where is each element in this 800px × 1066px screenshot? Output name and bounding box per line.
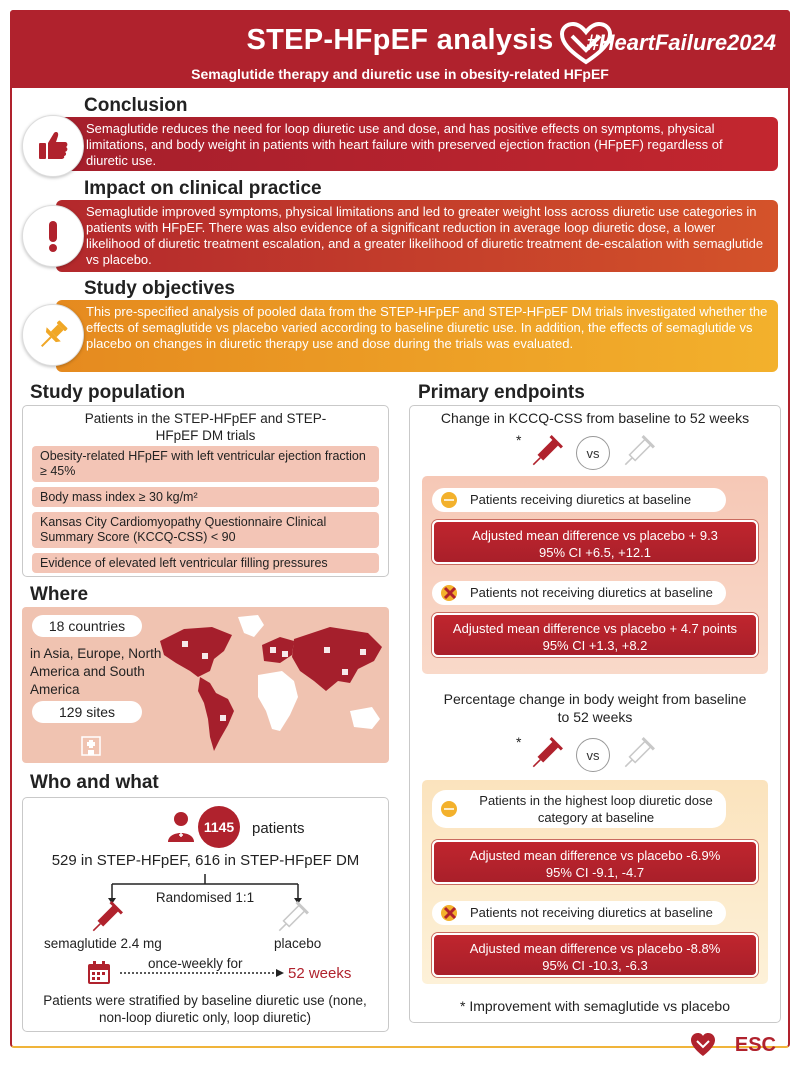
duration-value: 52 weeks [288,965,352,982]
frequency-label: once-weekly for [148,956,243,971]
header-banner [10,10,790,88]
weight-group2-diff: Adjusted mean difference vs placebo -8.8% [469,941,721,956]
sites-count: 129 sites [32,701,142,723]
weight-group1-label [432,790,726,828]
weight-group1-result [432,840,758,884]
weight-title: Percentage change in body weight from baseline to 52 weeks [443,691,747,725]
where-panel [22,607,389,763]
duration-arrow [120,968,286,978]
weight-group2-label [432,901,726,925]
semaglutide-syringe-icon [526,432,566,472]
kccq-title: Change in KCCQ-CSS from baseline to 52 weeks [440,410,750,426]
population-panel-title: Patients in the STEP-HFpEF and STEP-HFpEF DM trials [84,411,327,443]
impact-badge [22,205,84,267]
kccq-group2-label [432,581,726,605]
randomised-label: Randomised 1:1 [155,890,255,905]
arm-placebo: placebo [274,936,322,951]
criterion-item: Obesity-related HFpEF with left ventricular ejection fraction ≥ 45% [32,446,379,482]
page-subtitle: Semaglutide therapy and diuretic use in obesity-related HFpEF [191,66,609,82]
hospital-icon [78,731,104,757]
kccq-group1-diff: Adjusted mean difference vs placebo + 9.3 [472,528,718,543]
vs-badge: vs [576,738,610,772]
pushpin-icon [34,316,72,354]
kccq-group2-ci: 95% CI +1.3, +8.2 [542,638,648,653]
placebo-syringe-icon [618,432,658,472]
conclusion-banner [56,117,778,171]
placebo-syringe-icon [272,898,312,938]
weight-group1-diff: Adjusted mean difference vs placebo -6.9% [469,848,721,863]
patient-count-badge: 1145 [198,806,240,848]
endpoints-title: Primary endpoints [418,382,585,403]
objectives-banner [56,300,778,372]
world-map-icon [154,611,386,759]
esc-heart-icon [690,1032,716,1058]
kccq-group2-text: Patients not receiving diuretics at baseline [470,585,713,600]
pill-icon [440,800,458,818]
exclamation-icon [35,218,71,254]
no-pill-icon [440,584,460,602]
arm-semaglutide: semaglutide 2.4 mg [44,936,162,951]
vs-badge: vs [576,436,610,470]
weight-group2-ci: 95% CI -10.3, -6.3 [542,958,648,973]
weight-group2-text: Patients not receiving diuretics at baseline [470,905,713,920]
where-title: Where [30,584,89,605]
page-title: STEP-HFpEF analysis [246,24,554,56]
stratification-text: Patients were stratified by baseline diuretic use (none, non-loop diuretic only, loop diuretic) [43,993,367,1025]
weight-group1-text: Patients in the highest loop diuretic dose category at baseline [479,793,713,825]
objectives-text: This pre-specified analysis of pooled data from the STEP-HFpEF and STEP-HFpEF DM trials investigated whether the effects of semaglutide vs placebo varied according to baseline diuretic use. In addition, the effects of semaglutide vs placebo on changes in diuretic therapy use and dose during the trials was evaluated. [86,304,768,351]
asterisk-mark: * [516,432,522,448]
criterion-item: Evidence of elevated left ventricular filling pressures [32,553,379,573]
esc-logo-text: ESC [734,1034,776,1056]
kccq-group1-result [432,520,758,564]
thumbs-up-icon [35,128,71,164]
placebo-syringe-icon [618,734,658,774]
calendar-icon [86,960,112,986]
conclusion-badge [22,115,84,177]
impact-text: Semaglutide improved symptoms, physical limitations and led to greater weight loss across diuretic use categories in patients with HFpEF. There was also evidence of a significant reduction in average loop diuretic dose, a lower likelihood of diuretic treatment escalation, and a greater likelihood of diuretic treatment de-escalation with semaglutide vs placebo. [86,204,764,267]
who-title: Who and what [30,772,159,793]
kccq-group1-label [432,488,726,512]
semaglutide-syringe-icon [86,898,126,938]
kccq-group1-ci: 95% CI +6.5, +12.1 [538,545,652,560]
kccq-group1-text: Patients receiving diuretics at baseline [470,492,692,507]
weight-group2-result [432,933,758,977]
semaglutide-syringe-icon [526,734,566,774]
asterisk-mark: * [516,734,522,750]
criterion-item: Body mass index ≥ 30 kg/m² [32,487,379,507]
kccq-group2-result [432,613,758,657]
population-title: Study population [30,382,186,403]
trial-split: 529 in STEP-HFpEF, 616 in STEP-HFpEF DM [51,852,360,869]
patients-label: patients [252,820,305,837]
conclusion-text: Semaglutide reduces the need for loop diuretic use and dose, and has positive effects on symptoms, physical limitations, and body weight in patients with heart failure with preserved ejection fraction (HFpEF) regardless of diuretic use. [86,121,723,168]
countries-count: 18 countries [32,615,142,637]
objectives-title: Study objectives [84,278,235,299]
no-pill-icon [440,904,460,922]
weight-group1-ci: 95% CI -9.1, -4.7 [545,865,645,880]
pill-icon [440,491,458,509]
criterion-item: Kansas City Cardiomyopathy Questionnaire Clinical Summary Score (KCCQ-CSS) < 90 [32,512,379,548]
hashtag: #HeartFailure2024 [586,30,776,55]
conclusion-title: Conclusion [84,95,188,116]
impact-banner [56,200,778,272]
footnote: * Improvement with semaglutide vs placebo [459,998,731,1014]
patient-icon [166,810,196,844]
kccq-group2-diff: Adjusted mean difference vs placebo + 4.7 points [452,621,738,636]
impact-title: Impact on clinical practice [84,178,322,199]
regions-text: in Asia, Europe, North America and South America [30,646,162,697]
objectives-badge [22,304,84,366]
